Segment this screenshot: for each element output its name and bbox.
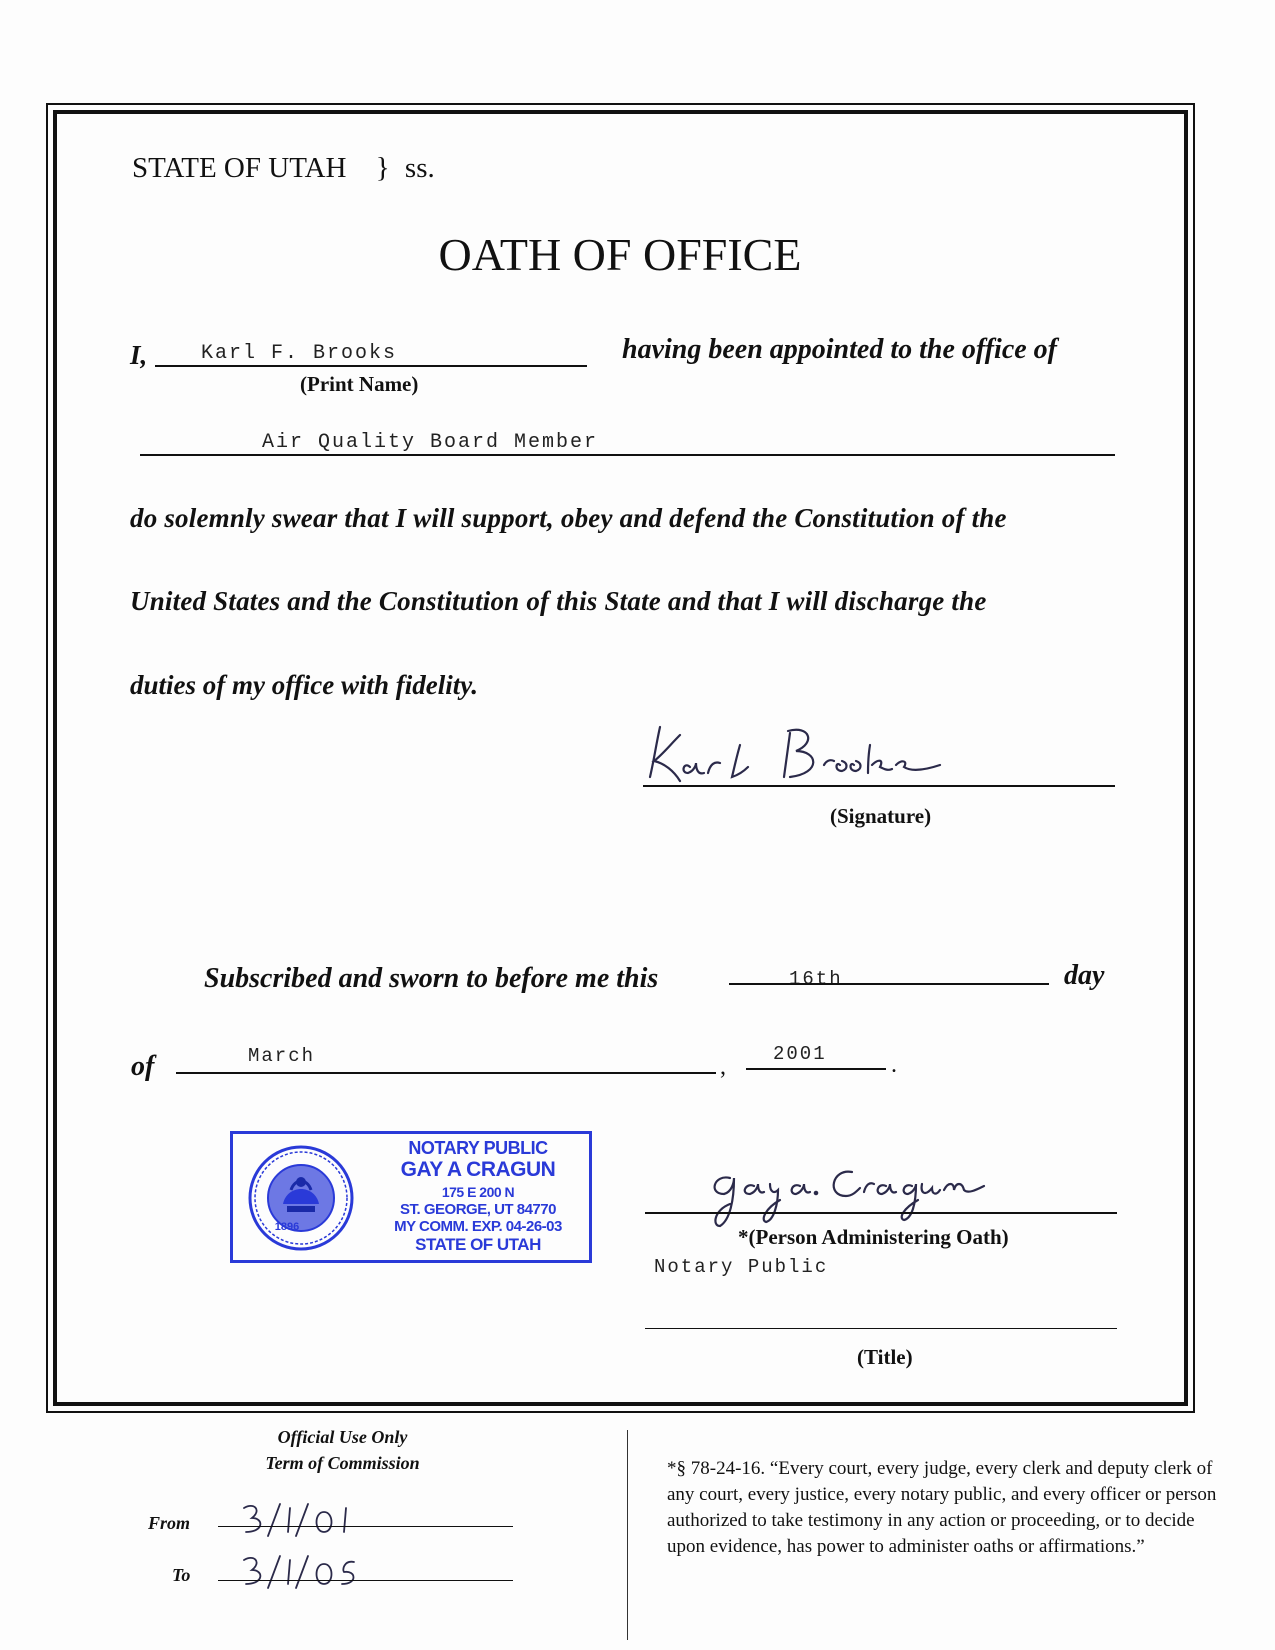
appointed-text: having been appointed to the office of [622, 334, 1057, 365]
from-line [218, 1526, 513, 1527]
of-word: of [131, 1051, 155, 1082]
state-seal-icon [247, 1144, 355, 1252]
administrator-signature-line [645, 1212, 1117, 1214]
day-line [729, 983, 1049, 985]
month-value: March [248, 1045, 316, 1067]
signature-caption: (Signature) [830, 804, 932, 828]
state-header [132, 152, 435, 185]
stamp-state: STATE OF UTAH [415, 1235, 541, 1254]
to-label: To [172, 1565, 191, 1585]
stamp-notary-public: NOTARY PUBLIC [408, 1138, 548, 1158]
date-comma: , [720, 1054, 726, 1080]
seal-year: 1896 [274, 1221, 300, 1233]
from-date-handwritten [240, 1500, 360, 1540]
to-date-handwritten [240, 1552, 360, 1592]
oath-text-line-1: do solemnly swear that I will support, obey and defend the Constitution of the [130, 503, 1007, 533]
print-name-value: Karl F. Brooks [201, 342, 398, 365]
sworn-text: Subscribed and sworn to before me this [204, 963, 659, 994]
notary-stamp [230, 1131, 592, 1263]
print-name-caption: (Print Name) [300, 372, 419, 396]
from-label: From [148, 1513, 191, 1533]
state-brace: } [375, 152, 390, 184]
office-line [140, 454, 1115, 456]
title-line [645, 1328, 1117, 1329]
signature-line [643, 785, 1115, 787]
administrator-signature [700, 1160, 1040, 1235]
page-title: OATH OF OFFICE [438, 229, 802, 280]
year-line [746, 1068, 886, 1070]
month-line [176, 1072, 716, 1074]
day-value: 16th [789, 968, 843, 990]
stamp-commission-expiry: MY COMM. EXP. 04-26-03 [394, 1218, 562, 1235]
to-line [218, 1580, 513, 1581]
administrator-caption: *(Person Administering Oath) [738, 1225, 1009, 1249]
oath-signature [640, 715, 1020, 795]
year-value: 2001 [773, 1043, 827, 1065]
stamp-notary-name: GAY A CRAGUN [400, 1158, 556, 1181]
stamp-address: 175 E 200 N [441, 1184, 515, 1200]
title-caption: (Title) [857, 1345, 913, 1369]
i-prefix: I, [130, 340, 148, 370]
term-of-commission-heading: Term of Commission [265, 1453, 420, 1473]
state-name: STATE OF UTAH [132, 152, 347, 184]
ss-label: ss. [404, 152, 435, 184]
stamp-city: ST. GEORGE, UT 84770 [400, 1201, 556, 1218]
column-divider [627, 1430, 628, 1640]
oath-text-line-3: duties of my office with fidelity. [130, 670, 478, 700]
print-name-line [155, 365, 587, 367]
day-word: day [1064, 960, 1105, 991]
date-period: . [891, 1052, 897, 1078]
office-value: Air Quality Board Member [262, 431, 599, 454]
statute-text: *§ 78-24-16. “Every court, every judge, every clerk and deputy clerk of any court, every justice, every notary public, and every officer or person authorized to take testimony in any action or proceeding, or to decide upon evidence, has power to administer oaths or affirmations.” [667, 1458, 1217, 1557]
official-use-heading: Official Use Only [277, 1427, 408, 1447]
administrator-title-value: Notary Public [654, 1256, 829, 1278]
oath-text-line-2: United States and the Constitution of this State and that I will discharge the [130, 586, 987, 616]
